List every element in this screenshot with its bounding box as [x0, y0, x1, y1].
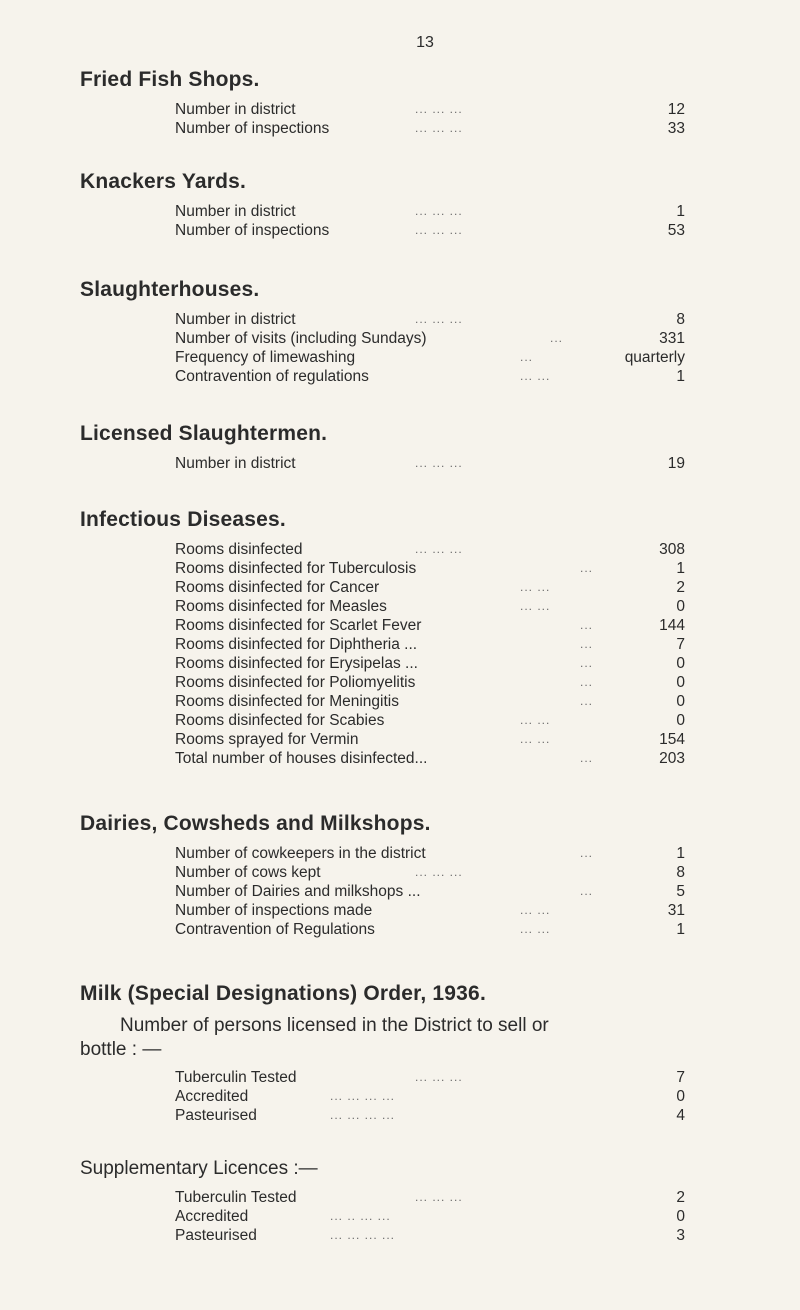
leader-dots: ...	[580, 751, 594, 765]
table-row	[80, 673, 740, 692]
leader-dots: ...	[550, 331, 564, 345]
row-label: Pasteurised	[175, 1227, 257, 1244]
row-label: Number of inspections	[175, 120, 330, 137]
leader-dots: ...	[580, 884, 594, 898]
table-row	[80, 730, 740, 749]
row-label: Number in district	[175, 203, 296, 220]
row-value: 1	[676, 203, 685, 220]
table-row	[80, 221, 740, 240]
row-value: 0	[676, 693, 685, 710]
leader-dots: ...	[580, 618, 594, 632]
table-row	[80, 901, 740, 920]
leader-dots: ... ... ...	[415, 223, 463, 237]
table-row	[80, 635, 740, 654]
leader-dots: ... ... ...	[415, 1190, 463, 1204]
row-value: 203	[659, 750, 685, 767]
leader-dots: ... ... ...	[415, 865, 463, 879]
leader-dots: ... ... ...	[415, 204, 463, 218]
row-label: Rooms disinfected for Tuberculosis	[175, 560, 417, 577]
row-value: 4	[676, 1107, 685, 1124]
row-label: Accredited	[175, 1088, 249, 1105]
section-title: Knackers Yards.	[80, 170, 247, 193]
row-value: 1	[676, 921, 685, 938]
paragraph-line: Number of persons licensed in the District to sell or	[120, 1015, 549, 1036]
row-value: 0	[676, 1208, 685, 1225]
row-label: Tuberculin Tested	[175, 1069, 297, 1086]
table-row	[80, 559, 740, 578]
row-label: Rooms disinfected for Scarlet Fever	[175, 617, 422, 634]
table-row	[80, 100, 740, 119]
leader-dots: ... ... ... ...	[330, 1228, 396, 1242]
row-value: 3	[676, 1227, 685, 1244]
leader-dots: ... ... ...	[415, 312, 463, 326]
row-label: Rooms disinfected for Measles	[175, 598, 387, 615]
leader-dots: ... ... ...	[415, 542, 463, 556]
row-label: Rooms disinfected for Cancer	[175, 579, 380, 596]
row-value: 0	[676, 1088, 685, 1105]
section-fried-fish	[80, 68, 740, 138]
leader-dots: ...	[580, 846, 594, 860]
section-milk-order	[80, 982, 770, 1125]
table-row	[80, 454, 740, 473]
section-title: Milk (Special Designations) Order, 1936.	[80, 982, 486, 1005]
row-value: 5	[676, 883, 685, 900]
row-label: Number of inspections made	[175, 902, 373, 919]
leader-dots: ...	[520, 350, 534, 364]
section-title: Infectious Diseases.	[80, 508, 286, 531]
leader-dots: ...	[580, 694, 594, 708]
table-row	[80, 540, 740, 559]
row-label: Number of inspections	[175, 222, 330, 239]
row-value: 2	[676, 579, 685, 596]
section-title: Slaughterhouses.	[80, 278, 260, 301]
row-label: Rooms disinfected	[175, 541, 303, 558]
table-row	[80, 654, 740, 673]
row-value: 19	[667, 455, 685, 472]
row-value: 8	[676, 864, 685, 881]
row-label: Rooms disinfected for Scabies	[175, 712, 385, 729]
row-label: Total number of houses disinfected...	[175, 750, 428, 767]
table-row	[80, 597, 740, 616]
row-label: Rooms disinfected for Poliomyelitis	[175, 674, 416, 691]
row-label: Pasteurised	[175, 1107, 257, 1124]
row-value: 8	[676, 311, 685, 328]
leader-dots: ... ...	[520, 903, 551, 917]
leader-dots: ... ...	[520, 369, 551, 383]
table-row	[80, 1068, 770, 1087]
row-value: 12	[667, 101, 685, 118]
section-title: Dairies, Cowsheds and Milkshops.	[80, 812, 431, 835]
paragraph-line: bottle : —	[80, 1039, 162, 1060]
row-label: Tuberculin Tested	[175, 1189, 297, 1206]
leader-dots: ...	[580, 637, 594, 651]
section-supplementary-licences	[80, 1158, 740, 1245]
row-label: Number in district	[175, 455, 296, 472]
row-value: 331	[659, 330, 685, 347]
table-row	[80, 749, 740, 768]
row-label: Rooms disinfected for Meningitis	[175, 693, 399, 710]
row-label: Number in district	[175, 311, 296, 328]
leader-dots: ... ...	[520, 732, 551, 746]
row-label: Accredited	[175, 1208, 249, 1225]
table-row	[80, 119, 740, 138]
row-label: Rooms disinfected for Erysipelas ...	[175, 655, 418, 672]
table-row	[80, 367, 740, 386]
leader-dots: ... ...	[520, 580, 551, 594]
table-row	[80, 310, 740, 329]
row-label: Rooms disinfected for Diphtheria ...	[175, 636, 418, 653]
leader-dots: ... ... ...	[415, 121, 463, 135]
row-label: Frequency of limewashing	[175, 349, 356, 366]
leader-dots: ... ... ... ...	[330, 1089, 396, 1103]
section-title: Fried Fish Shops.	[80, 68, 260, 91]
row-value: 0	[676, 598, 685, 615]
row-value: 7	[676, 1069, 685, 1086]
leader-dots: ...	[580, 675, 594, 689]
table-row	[80, 692, 740, 711]
leader-dots: ... ... ...	[415, 1070, 463, 1084]
row-value: 53	[667, 222, 685, 239]
milk-paragraph	[80, 1014, 770, 1062]
section-infectious-diseases	[80, 508, 740, 768]
row-value: 144	[659, 617, 685, 634]
table-row	[80, 863, 740, 882]
table-row	[80, 844, 740, 863]
table-row	[80, 202, 740, 221]
table-row	[80, 616, 740, 635]
leader-dots: ... ... ... ...	[330, 1108, 396, 1122]
row-value: 31	[667, 902, 685, 919]
row-label: Number of visits (including Sundays)	[175, 330, 427, 347]
section-dairies	[80, 812, 740, 939]
row-value: 0	[676, 674, 685, 691]
leader-dots: ... .. ... ...	[330, 1209, 391, 1223]
section-slaughterhouses	[80, 278, 740, 386]
table-row	[80, 348, 740, 367]
row-label: Number of cowkeepers in the district	[175, 845, 426, 862]
page-number: 13	[416, 34, 434, 51]
leader-dots: ... ...	[520, 713, 551, 727]
row-value: 154	[659, 731, 685, 748]
section-slaughtermen	[80, 422, 740, 473]
table-row	[80, 1106, 770, 1125]
table-row	[80, 1188, 740, 1207]
section-subtitle: Supplementary Licences :—	[80, 1158, 318, 1179]
table-row	[80, 1226, 740, 1245]
table-row	[80, 920, 740, 939]
section-knackers	[80, 170, 740, 240]
leader-dots: ...	[580, 656, 594, 670]
table-row	[80, 1207, 740, 1226]
leader-dots: ... ...	[520, 599, 551, 613]
row-label: Contravention of Regulations	[175, 921, 375, 938]
row-label: Number of Dairies and milkshops ...	[175, 883, 421, 900]
row-label: Rooms sprayed for Vermin	[175, 731, 359, 748]
table-row	[80, 578, 740, 597]
leader-dots: ... ...	[520, 922, 551, 936]
row-label: Number in district	[175, 101, 296, 118]
table-row	[80, 329, 740, 348]
row-value: 0	[676, 712, 685, 729]
row-value: 308	[659, 541, 685, 558]
leader-dots: ... ... ...	[415, 102, 463, 116]
table-row	[80, 882, 740, 901]
table-row	[80, 1087, 770, 1106]
row-value: 1	[676, 560, 685, 577]
leader-dots: ...	[580, 561, 594, 575]
section-title: Licensed Slaughtermen.	[80, 422, 328, 445]
row-value: 2	[676, 1189, 685, 1206]
leader-dots: ... ... ...	[415, 456, 463, 470]
row-value: quarterly	[624, 349, 685, 366]
row-label: Number of cows kept	[175, 864, 321, 881]
row-value: 33	[667, 120, 685, 137]
row-value: 1	[676, 845, 685, 862]
row-value: 0	[676, 655, 685, 672]
table-row	[80, 711, 740, 730]
row-value: 1	[676, 368, 685, 385]
row-label: Contravention of regulations	[175, 368, 369, 385]
row-value: 7	[676, 636, 685, 653]
